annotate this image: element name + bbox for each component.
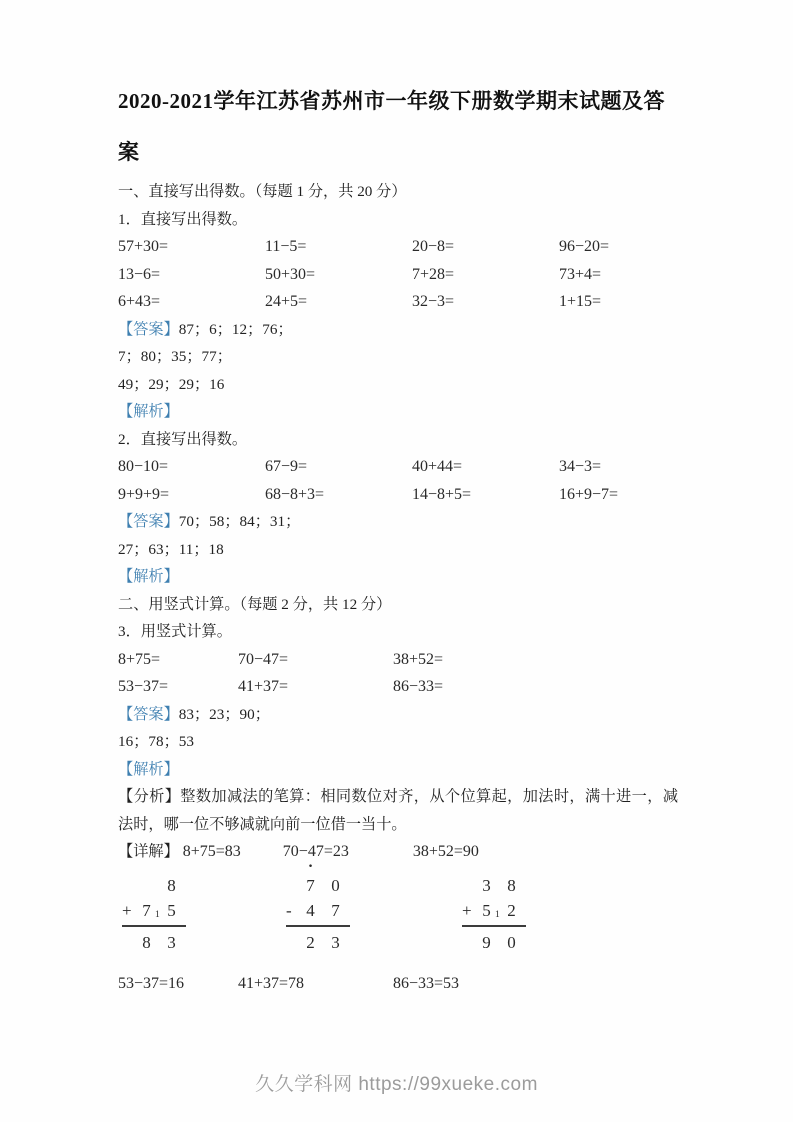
site-watermark: [0, 1069, 793, 1096]
equation: 70−47=: [238, 650, 289, 668]
section2-heading: 二、用竖式计算。（每题 2 分，共 12 分）: [118, 595, 392, 613]
vertical-calc-3: [462, 873, 526, 955]
equation: 16+9−7=: [559, 485, 619, 503]
digit-units: 5: [167, 900, 176, 920]
question1-answer-line2: 7；80；35；77；: [118, 348, 232, 365]
vcalc-result-row: [462, 930, 526, 955]
answer-label: 【答案】: [118, 513, 179, 530]
equation: 50+30=: [265, 265, 316, 283]
equation: 53−37=: [118, 678, 169, 695]
vcalc-operand-row: [286, 898, 350, 923]
question2-row1: [118, 453, 678, 481]
operator-sign: +: [462, 900, 472, 920]
analysis-tag: 【分析】: [118, 788, 181, 805]
question3-answer-line2: 16；78；53: [118, 733, 194, 750]
question3-detail-line: [118, 838, 678, 866]
equation: 73+4=: [559, 265, 602, 283]
vertical-calc-2: [286, 857, 350, 955]
equation: 86−33=: [393, 678, 444, 695]
question2-row2: [118, 481, 678, 509]
equation: 7+28=: [412, 265, 455, 283]
digit-tens: 2: [306, 932, 315, 952]
question1-label: 1．直接写出得数。: [118, 210, 248, 228]
equation: 32−3=: [412, 293, 455, 310]
equation: 67−9=: [265, 458, 308, 475]
vcalc-result-row: [286, 930, 350, 955]
question1-row1: [118, 233, 678, 261]
digit-tens: 5: [482, 900, 491, 920]
digit-units: 3: [167, 932, 176, 952]
digit-tens: 3: [482, 875, 491, 895]
equation: 38+52=: [393, 650, 444, 668]
vcalc-operand-row: [462, 898, 526, 923]
detail-equation: 38+52=90: [412, 843, 479, 860]
digit-units: 0: [507, 932, 516, 952]
borrow-dot: ·: [307, 857, 314, 875]
vcalc-operand-row: [122, 898, 186, 923]
digit-units: 0: [331, 875, 340, 895]
equation: 57+30=: [118, 238, 169, 255]
equation: 11−5=: [265, 238, 307, 255]
digit-tens: 7: [142, 900, 151, 920]
equation: 96−20=: [559, 238, 610, 255]
question1-analysis-label: 【解析】: [118, 403, 179, 420]
carry-mark: [319, 903, 327, 928]
question3-final-equations: [118, 970, 678, 998]
question3-row2: [118, 673, 678, 701]
equals-rule: [462, 925, 526, 927]
question1-answer-line3: 49；29；29；16: [118, 375, 225, 393]
answer-values: 87；6；12；76；: [178, 320, 293, 338]
question1-row2: [118, 261, 678, 289]
answer-label: 【答案】: [118, 705, 179, 723]
vcalc-top-row: [122, 873, 186, 898]
equation: 41+37=78: [238, 974, 305, 992]
equation: 80−10=: [118, 458, 169, 475]
question2-answer-line2: 27；63；11；18: [118, 540, 224, 558]
equation: 9+9+9=: [118, 485, 170, 503]
detail-equation: 8+75=83: [182, 843, 241, 860]
operator-sign: +: [122, 900, 132, 920]
operator-sign: -: [286, 900, 292, 920]
answer-values: 70；58；84；31；: [178, 513, 301, 530]
watermark-link[interactable]: 久久学科网 https://99xueke.com: [255, 1074, 538, 1095]
carry-mark: 1: [155, 909, 160, 920]
title-line2: 案: [118, 140, 140, 164]
carry-mark: 1: [495, 909, 500, 920]
digit-units: 2: [507, 900, 516, 920]
vertical-calculations: [118, 857, 678, 955]
digit-tens: 8: [142, 932, 151, 952]
analysis-text: 整数加减法的笔算：相同数位对齐，从个位算起，加法时，满十进一，减法时，哪一位不够减就向前一位借一当十。: [118, 788, 679, 833]
digit-tens: 4: [306, 900, 315, 920]
question3-analysis-paragraph: [118, 783, 678, 838]
equation: 53−37=16: [118, 974, 185, 992]
question2-analysis-label: 【解析】: [118, 568, 179, 585]
vcalc-top-row: [462, 873, 526, 898]
vertical-calc-1: [122, 873, 186, 955]
equation: 86−33=53: [393, 974, 460, 992]
document-content: [118, 0, 678, 997]
vcalc-result-row: [122, 930, 186, 955]
question3-label: 3．用竖式计算。: [118, 623, 232, 640]
digit-tens: 9: [482, 932, 491, 952]
detail-equation: 70−47=23: [282, 843, 349, 860]
question1-answer-line1: [118, 316, 678, 344]
question2-answer-line1: [118, 508, 678, 536]
digit-units: 8: [167, 875, 176, 895]
equation: 34−3=: [559, 458, 602, 475]
digit-units: 7: [331, 900, 340, 920]
equation: 68−8+3=: [265, 485, 325, 503]
question3-row1: [118, 646, 678, 674]
answer-values: 83；23；90；: [178, 705, 270, 723]
digit-tens: · 7: [302, 873, 319, 898]
question3-answer-line1: [118, 701, 678, 729]
detail-tag: 【详解】: [118, 843, 179, 860]
equation: 1+15=: [559, 293, 602, 310]
page-title: [118, 0, 678, 178]
equation: 14−8+5=: [412, 485, 472, 503]
question3-analysis-label: 【解析】: [118, 760, 179, 778]
question2-label: 2．直接写出得数。: [118, 430, 248, 448]
answer-label: 【答案】: [118, 320, 179, 338]
equation: 13−6=: [118, 265, 161, 283]
equation: 24+5=: [265, 293, 308, 310]
equals-rule: [122, 925, 186, 927]
equation: 40+44=: [412, 458, 463, 475]
vcalc-top-row: [286, 857, 350, 898]
digit-tens: [138, 873, 155, 898]
equation: 41+37=: [238, 678, 289, 695]
question1-row3: [118, 288, 678, 316]
section1-heading: 一、直接写出得数。（每题 1 分，共 20 分）: [118, 183, 407, 200]
equation: 20−8=: [412, 238, 455, 255]
digit-units: 8: [507, 875, 516, 895]
digit-units: 3: [331, 932, 340, 952]
equation: 8+75=: [118, 650, 161, 668]
equals-rule: [286, 925, 350, 927]
equation: 6+43=: [118, 293, 161, 310]
title-line1: 2020-2021学年江苏省苏州市一年级下册数学期末试题及答: [118, 89, 665, 113]
